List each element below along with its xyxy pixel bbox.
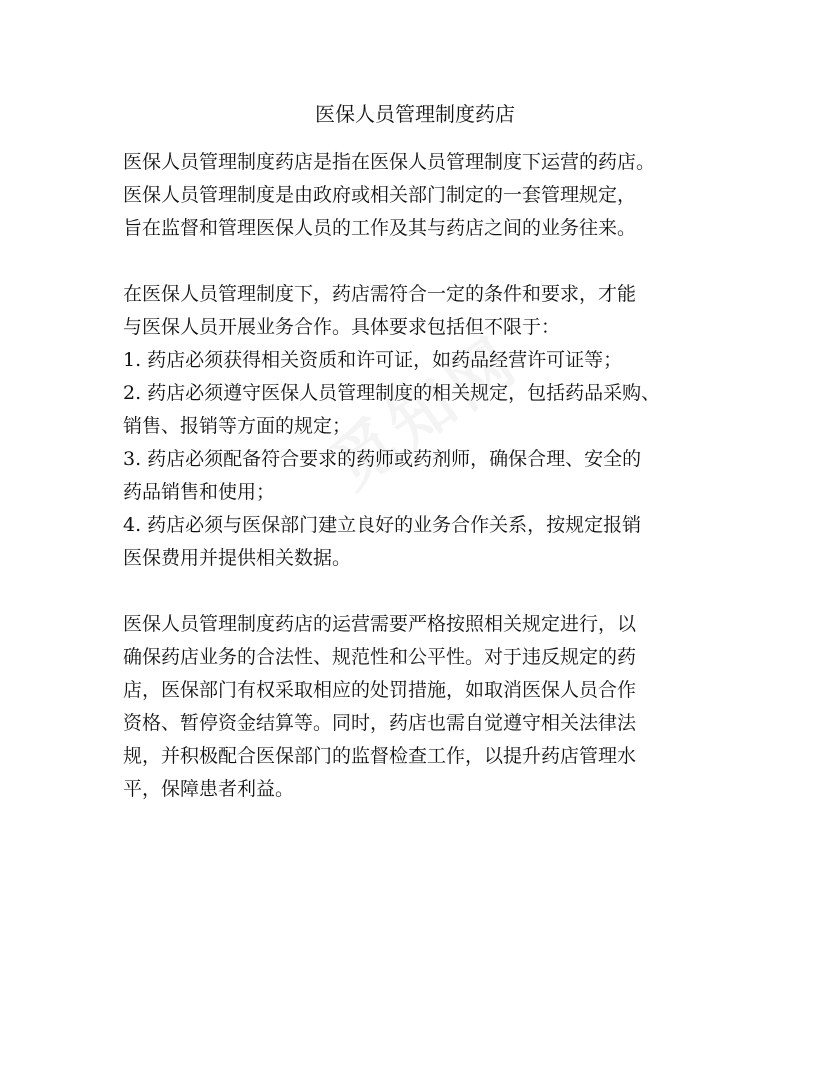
paragraph-line: 店，医保部门有权采取相应的处罚措施，如取消医保人员合作 <box>123 679 637 701</box>
list-item: 4. 药店必须与医保部门建立良好的业务合作关系，按规定报销 <box>123 514 642 536</box>
list-item: 2. 药店必须遵守医保人员管理制度的相关规定，包括药品采购、 <box>123 382 661 404</box>
paragraph-line: 平，保障患者利益。 <box>123 778 295 800</box>
list-item-continuation: 医保费用并提供相关数据。 <box>123 547 352 569</box>
paragraph-line: 资格、暂停资金结算等。同时，药店也需自觉遵守相关法律法 <box>123 712 637 734</box>
list-item-continuation: 药品销售和使用； <box>123 481 276 503</box>
paragraph-line: 医保人员管理制度药店是指在医保人员管理制度下运营的药店。 <box>123 151 656 173</box>
paragraph-line: 与医保人员开展业务合作。具体要求包括但不限于： <box>123 316 561 338</box>
paragraph-line: 医保人员管理制度是由政府或相关部门制定的一套管理规定， <box>123 184 637 206</box>
list-item-continuation: 销售、报销等方面的规定； <box>123 415 352 437</box>
paragraph-line: 确保药店业务的合法性、规范性和公平性。对于违反规定的药 <box>123 646 637 668</box>
list-item: 1. 药店必须获得相关资质和许可证，如药品经营许可证等； <box>123 349 623 371</box>
paragraph-line: 规，并积极配合医保部门的监督检查工作，以提升药店管理水 <box>123 745 637 767</box>
document-title: 医保人员管理制度药店 <box>315 102 515 126</box>
list-item: 3. 药店必须配备符合要求的药师或药剂师，确保合理、安全的 <box>123 448 642 470</box>
paragraph-gap <box>123 245 723 278</box>
paragraph-line: 在医保人员管理制度下，药店需符合一定的条件和要求，才能 <box>123 283 637 305</box>
paragraph-line: 旨在监督和管理医保人员的工作及其与药店之间的业务往来。 <box>123 217 637 239</box>
document-body <box>123 146 723 806</box>
paragraph-gap <box>123 575 723 608</box>
paragraph-line: 医保人员管理制度药店的运营需要严格按照相关规定进行，以 <box>123 613 637 635</box>
